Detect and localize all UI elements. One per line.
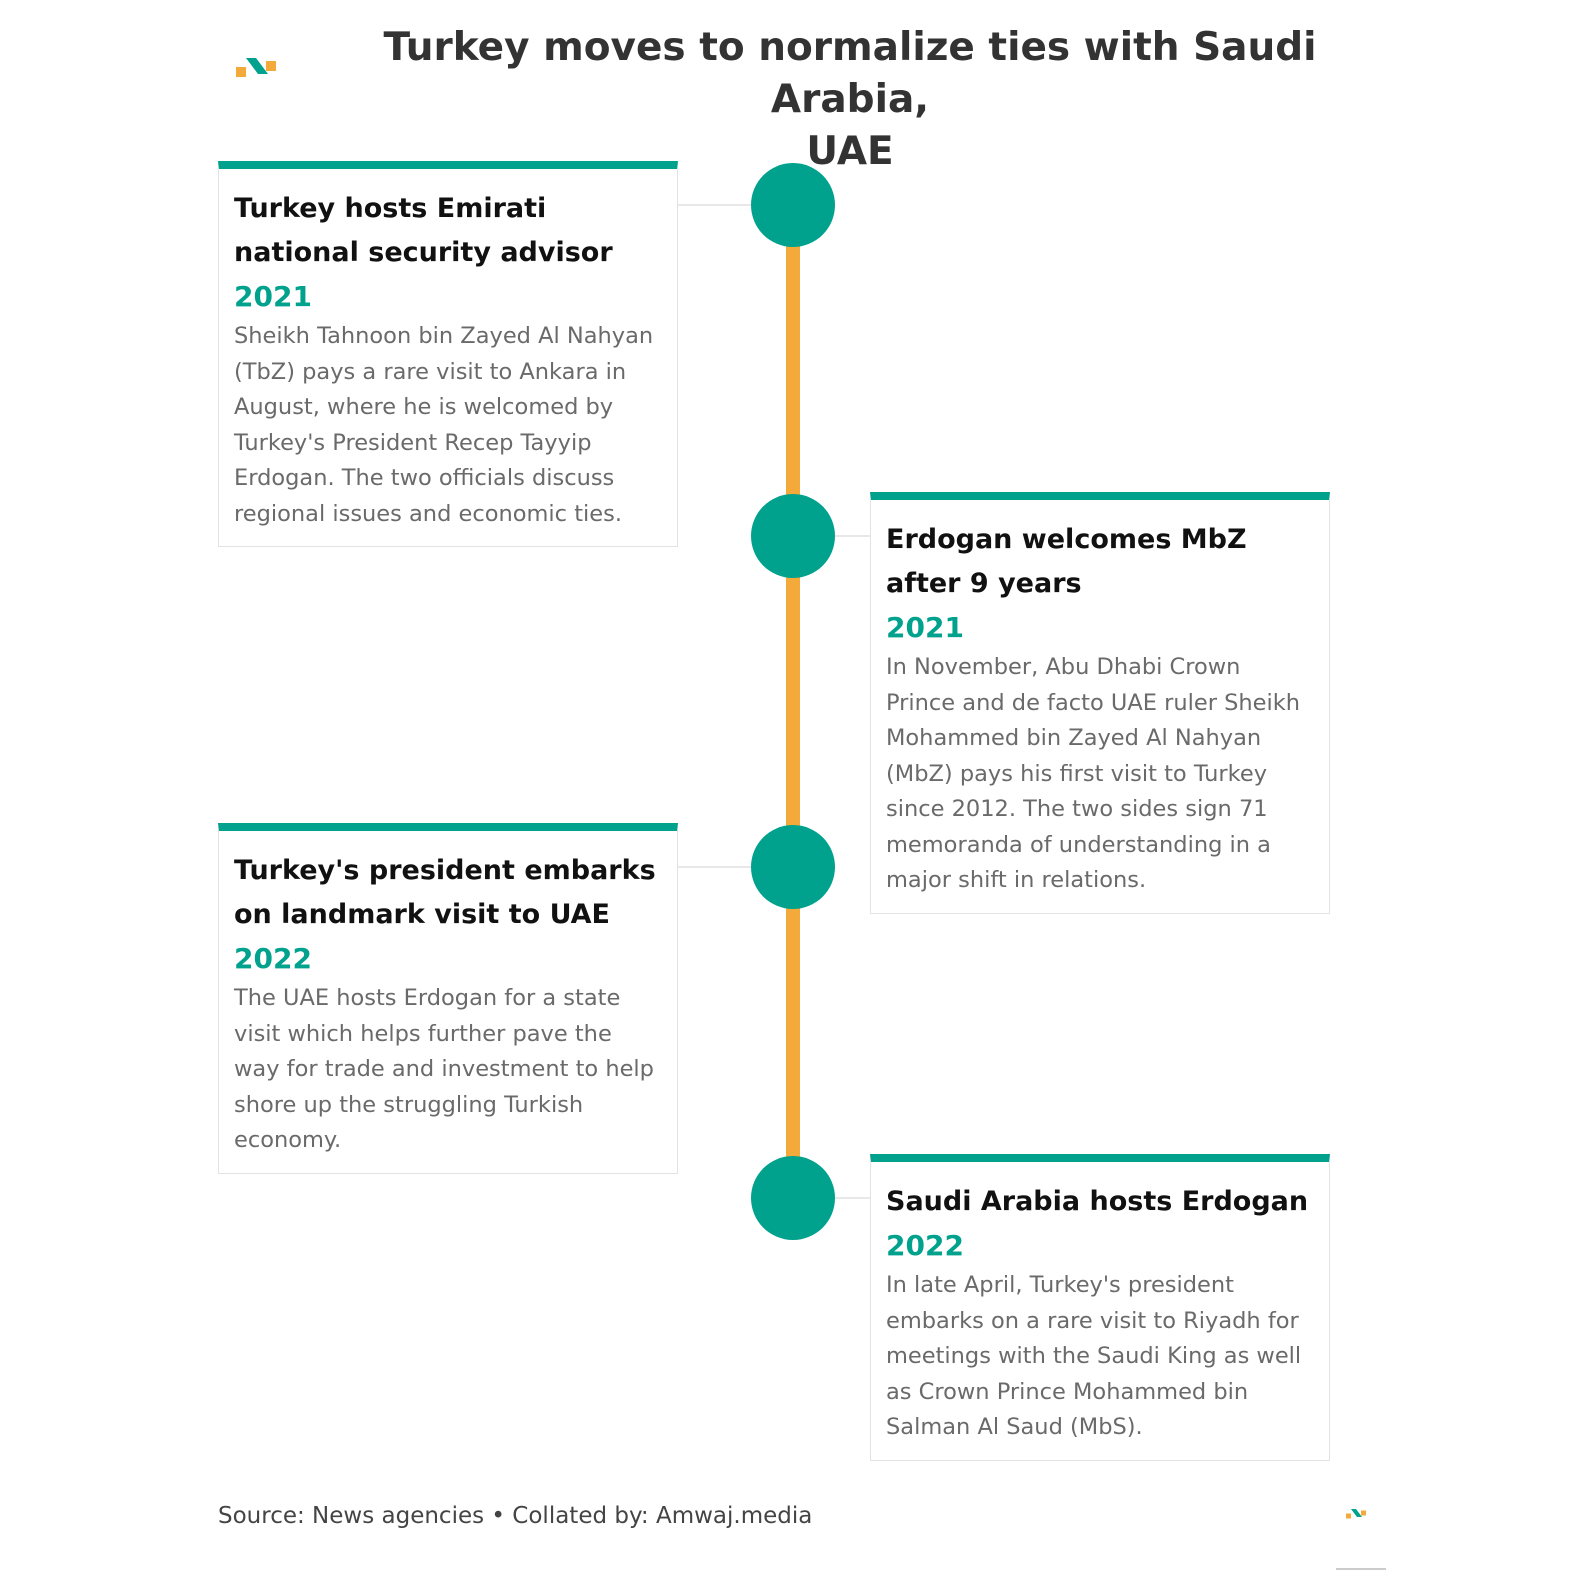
source-credit: Source: News agencies • Collated by: Amwaj.media (218, 1503, 813, 1529)
event-year: 2021 (234, 280, 312, 313)
title-line-2: UAE (806, 129, 894, 174)
event-card-3 (218, 823, 678, 1174)
connector-3 (666, 866, 752, 868)
event-card-2 (870, 492, 1330, 914)
event-card-1 (218, 161, 678, 547)
event-description: Sheikh Tahnoon bin Zayed Al Nahyan (TbZ) pays a rare visit to Ankara in August, where he is welcomed by Turkey's President Recep Tayyip Erdogan. The two officials discuss regional issues and economic ties. (234, 323, 654, 527)
event-year: 2021 (886, 611, 964, 644)
connector-4 (834, 1197, 870, 1199)
event-year: 2022 (886, 1229, 964, 1262)
page-title (330, 22, 1370, 178)
event-title: Turkey hosts Emirati national security advisor (234, 193, 613, 268)
event-title: Erdogan welcomes MbZ after 9 years (886, 524, 1247, 599)
timeline-spine (786, 205, 800, 1197)
footer-divider (1336, 1568, 1386, 1570)
amwaj-logo-icon (236, 56, 280, 86)
timeline-node-4 (751, 1156, 835, 1240)
timeline-node-3 (751, 825, 835, 909)
event-description: In November, Abu Dhabi Crown Prince and de facto UAE ruler Sheikh Mohammed bin Zayed Al Nahyan (MbZ) pays his first visit to Turkey since 2012. The two sides sign 71 memoranda of understanding in a major shift in relations. (886, 654, 1301, 893)
connector-2 (834, 535, 870, 537)
event-year: 2022 (234, 942, 312, 975)
timeline-node-2 (751, 494, 835, 578)
amwaj-logo-small-icon (1346, 1506, 1368, 1525)
event-description: In late April, Turkey's president embarks on a rare visit to Riyadh for meetings with the Saudi King as well as Crown Prince Mohammed bin Salman Al Saud (MbS). (886, 1272, 1302, 1440)
title-line-1: Turkey moves to normalize ties with Saudi Arabia, (383, 25, 1317, 122)
event-card-4 (870, 1154, 1330, 1461)
event-title: Turkey's president embarks on landmark visit to UAE (234, 855, 656, 930)
connector-1 (666, 204, 752, 206)
timeline-node-1 (751, 163, 835, 247)
event-description: The UAE hosts Erdogan for a state visit which helps further pave the way for trade and investment to help shore up the struggling Turkish economy. (234, 985, 654, 1153)
event-title: Saudi Arabia hosts Erdogan (886, 1186, 1309, 1217)
